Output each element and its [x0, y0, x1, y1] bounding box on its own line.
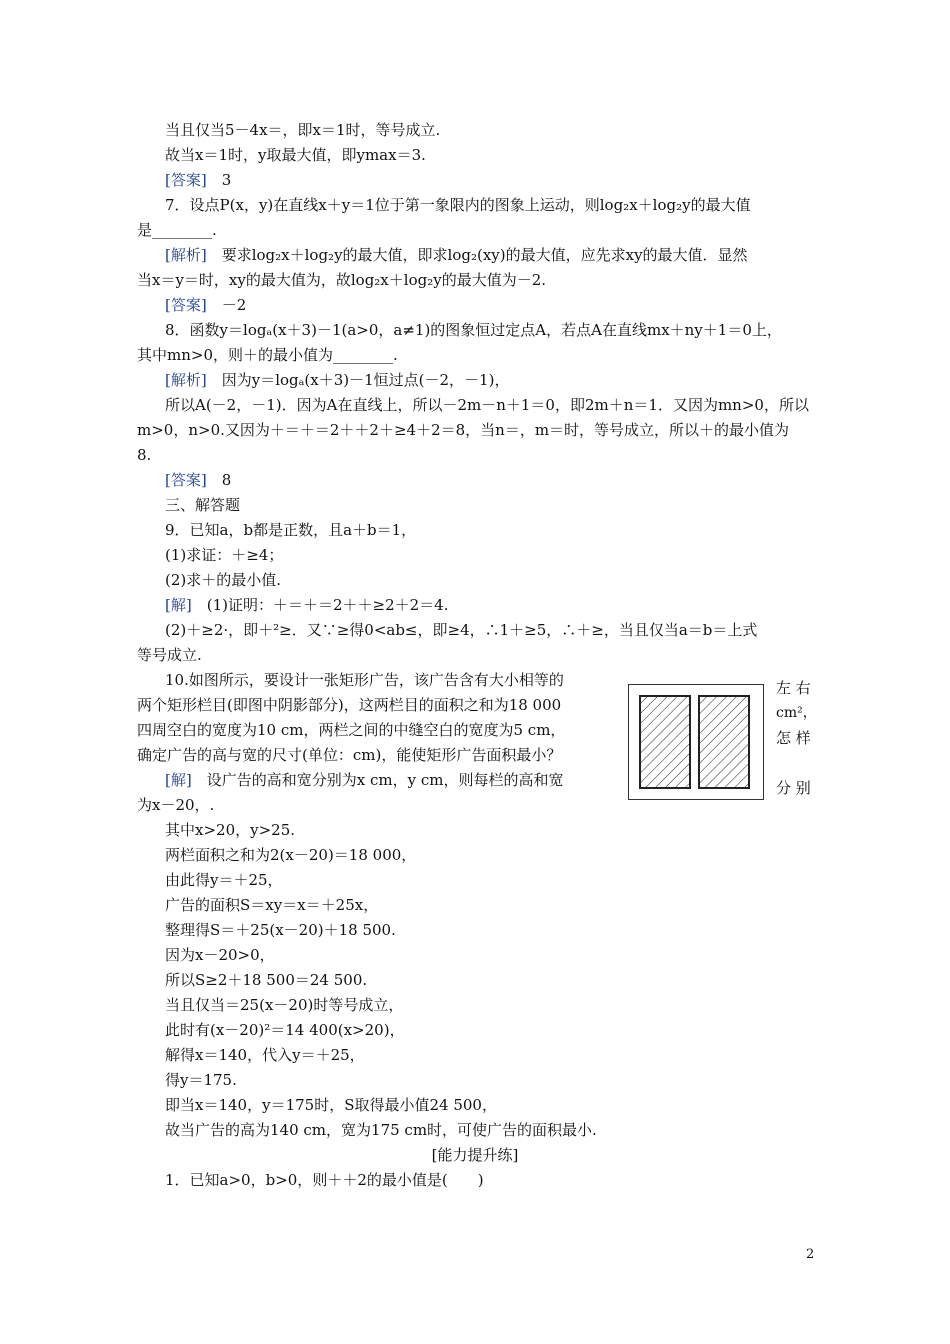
- text-line: 两个矩形栏目(即图中阴影部分)，这两栏目的面积之和为18 000: [137, 696, 562, 714]
- answer-tag: [答案]: [165, 171, 207, 189]
- section-heading: 三、解答题: [165, 496, 241, 514]
- text-line: (2)求＋的最小值.: [165, 571, 282, 589]
- text-line: 此时有(x－20)²＝14 400(x>20)，: [165, 1021, 405, 1039]
- solution-line: [解] (1)证明：＋＝＋＝2＋＋≥2＋2＝4.: [165, 596, 449, 614]
- answer-tag: [答案]: [165, 471, 207, 489]
- advertisement-figure: [628, 684, 764, 800]
- text-line: 四周空白的宽度为10 cm，两栏之间的中缝空白的宽度为5 cm，: [137, 721, 566, 739]
- answer-line: [答案] 8: [165, 471, 232, 489]
- analysis-tag: [解析]: [165, 246, 207, 264]
- text-line: 其中x>20，y>25.: [165, 821, 296, 839]
- analysis-tag: [解析]: [165, 371, 207, 389]
- wrapped-text-fragment: 左 右: [776, 679, 811, 697]
- text-line: m>0，n>0.又因为＋＝＋＝2＋＋2＋≥4＋2＝8，当n＝，m＝时，等号成立，所以＋的最小值为: [137, 421, 790, 439]
- answer-line: [答案] －2: [165, 296, 247, 314]
- text-line: 当且仅当＝25(x－20)时等号成立，: [165, 996, 404, 1014]
- text-line: 整理得S＝＋25(x－20)＋18 500.: [165, 921, 396, 939]
- text-line: 其中mn>0，则＋的最小值为________.: [137, 346, 398, 364]
- text-line: 即当x＝140，y＝175时，S取得最小值24 500，: [165, 1096, 497, 1114]
- text-line: 8.: [137, 446, 152, 464]
- text-line: 所以A(－2，－1)．因为A在直线上，所以－2m－n＋1＝0，即2m＋n＝1．又因为mn>0，所以: [165, 396, 809, 414]
- wrapped-text-fragment: cm²，: [776, 705, 817, 721]
- advertisement-diagram: [629, 685, 763, 799]
- wrapped-text-fragment: 怎 样: [776, 729, 811, 747]
- text-line: 解得x＝140，代入y＝＋25，: [165, 1046, 365, 1064]
- text-line: 因为x－20>0，: [165, 946, 275, 964]
- text-line: 等号成立.: [137, 646, 202, 664]
- text-line: 两栏面积之和为2(x－20)＝18 000，: [165, 846, 417, 864]
- question-line: 8．函数y＝logₐ(x＋3)－1(a>0，a≠1)的图象恒过定点A，若点A在直线mx＋ny＋1＝0上，: [165, 321, 782, 339]
- text-line: 确定广告的高与宽的尺寸(单位：cm)，能使矩形广告面积最小？: [137, 746, 562, 764]
- text-line: 由此得y＝＋25，: [165, 871, 283, 889]
- solution-tag: [解]: [165, 596, 192, 614]
- wrapped-text-fragment: 分 别: [776, 779, 811, 797]
- question-line: 9．已知a，b都是正数，且a＋b＝1，: [165, 521, 417, 539]
- solution-tag: [解]: [165, 771, 192, 789]
- question-line: 1．已知a>0，b>0，则＋＋2的最小值是( ): [165, 1171, 484, 1189]
- solution-line: [解] 设广告的高和宽分别为x cm，y cm，则每栏的高和宽: [165, 771, 564, 789]
- column-right: [699, 696, 749, 788]
- text-line: 所以S≥2＋18 500＝24 500.: [165, 971, 368, 989]
- text-line: 是________.: [137, 221, 217, 239]
- answer-line: [答案] 3: [165, 171, 232, 189]
- question-line: 10.如图所示，要设计一张矩形广告，该广告含有大小相等的: [165, 671, 564, 689]
- page-number: 2: [806, 1247, 815, 1262]
- text-line: 故当广告的高为140 cm，宽为175 cm时，可使广告的面积最小.: [165, 1121, 597, 1139]
- text-line: 为x－20，.: [137, 796, 215, 814]
- text-line: (2)＋≥2·，即＋²≥．又∵≥得0<ab≤，即≥4，∴1＋≥5，∴＋≥，当且仅当a＝b＝上式: [165, 621, 758, 639]
- text-line: 当且仅当5－4x＝，即x＝1时，等号成立.: [165, 121, 441, 139]
- answer-tag: [答案]: [165, 296, 207, 314]
- text-line: 当x＝y＝时，xy的最大值为，故log₂x＋log₂y的最大值为－2.: [137, 271, 547, 289]
- text-line: 故当x＝1时，y取最大值，即ymax＝3.: [165, 146, 426, 164]
- text-line: 得y＝175.: [165, 1071, 237, 1089]
- text-line: 广告的面积S＝xy＝x＝＋25x，: [165, 896, 379, 914]
- section-heading-ability: [能力提升练]: [431, 1146, 519, 1164]
- analysis-line: [解析] 要求log₂x＋log₂y的最大值，即求log₂(xy)的最大值，应先求xy的最大值．显然: [165, 246, 748, 264]
- analysis-line: [解析] 因为y＝logₐ(x＋3)－1恒过点(－2，－1)，: [165, 371, 510, 389]
- text-line: (1)求证：＋≥4；: [165, 546, 284, 564]
- question-line: 7．设点P(x，y)在直线x＋y＝1位于第一象限内的图象上运动，则log₂x＋log₂y的最大值: [165, 196, 751, 214]
- column-left: [640, 696, 690, 788]
